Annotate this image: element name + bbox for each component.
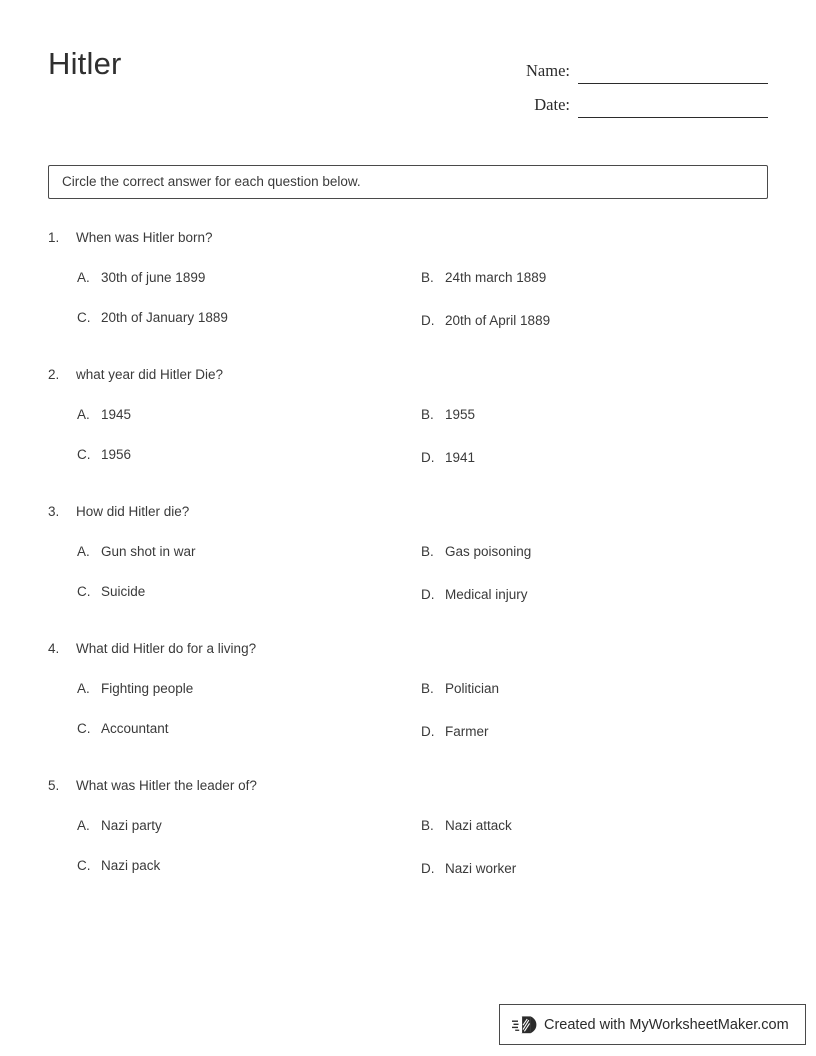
question-text: When was Hitler born? (76, 230, 213, 245)
option-label: Nazi attack (445, 818, 512, 833)
instruction-text: Circle the correct answer for each question below. (62, 174, 361, 189)
option-letter: C. (77, 447, 91, 462)
option-label: 1941 (445, 450, 476, 465)
option-a[interactable] (77, 407, 131, 422)
date-field-label: Date: (534, 95, 570, 114)
option-d[interactable] (421, 587, 528, 602)
option-label: 20th of January 1889 (101, 310, 228, 325)
date-field-row (500, 84, 768, 118)
name-field-label: Name: (526, 61, 570, 80)
option-letter: C. (77, 721, 91, 736)
option-label: 1956 (101, 447, 132, 462)
option-letter: A. (77, 407, 90, 422)
option-a[interactable] (77, 270, 205, 285)
option-b[interactable] (421, 544, 531, 559)
worksheet-header (48, 44, 768, 120)
option-letter: D. (421, 313, 435, 328)
option-letter: D. (421, 587, 435, 602)
option-letter: B. (421, 681, 434, 696)
option-letter: C. (77, 584, 91, 599)
option-group (48, 270, 768, 360)
option-group (48, 818, 768, 908)
question-block (48, 367, 768, 504)
question-block (48, 504, 768, 641)
question-text: How did Hitler die? (76, 504, 190, 519)
question-heading (48, 778, 768, 800)
option-d[interactable] (421, 450, 475, 465)
option-letter: C. (77, 310, 91, 325)
date-field-line[interactable] (578, 95, 768, 118)
option-a[interactable] (77, 544, 196, 559)
option-letter: A. (77, 818, 90, 833)
option-b[interactable] (421, 270, 546, 285)
option-group (48, 681, 768, 771)
option-label: Farmer (445, 724, 489, 739)
option-label: 1955 (445, 407, 476, 422)
option-label: 20th of April 1889 (445, 313, 551, 328)
option-d[interactable] (421, 861, 516, 876)
question-heading (48, 641, 768, 663)
option-letter: C. (77, 858, 91, 873)
option-letter: A. (77, 681, 90, 696)
question-text: What did Hitler do for a living? (76, 641, 257, 656)
name-date-block (500, 50, 768, 118)
worksheet-maker-badge[interactable] (499, 1004, 806, 1045)
option-c[interactable] (77, 447, 131, 462)
option-label: Medical injury (445, 587, 528, 602)
worksheet-maker-logo-icon (512, 1013, 538, 1037)
option-d[interactable] (421, 724, 489, 739)
option-group (48, 544, 768, 634)
question-number: 2. (48, 367, 60, 382)
page-title: Hitler (48, 46, 122, 81)
question-block (48, 641, 768, 778)
option-label: Suicide (101, 584, 146, 599)
option-label: 30th of june 1899 (101, 270, 206, 285)
option-label: Nazi pack (101, 858, 161, 873)
option-c[interactable] (77, 310, 228, 325)
option-letter: B. (421, 407, 434, 422)
option-label: Politician (445, 681, 500, 696)
question-block (48, 230, 768, 367)
question-heading (48, 504, 768, 526)
worksheet-maker-badge-text: Created with MyWorksheetMaker.com (544, 1016, 789, 1033)
option-letter: D. (421, 861, 435, 876)
option-b[interactable] (421, 407, 475, 422)
option-label: Accountant (101, 721, 169, 736)
option-d[interactable] (421, 313, 550, 328)
question-text: what year did Hitler Die? (76, 367, 224, 382)
option-letter: D. (421, 450, 435, 465)
question-heading (48, 230, 768, 252)
option-c[interactable] (77, 858, 160, 873)
question-number: 3. (48, 504, 60, 519)
question-number: 5. (48, 778, 60, 793)
option-label: Fighting people (101, 681, 194, 696)
option-c[interactable] (77, 721, 169, 736)
question-text: What was Hitler the leader of? (76, 778, 257, 793)
option-label: 1945 (101, 407, 132, 422)
question-list (48, 230, 768, 915)
question-number: 1. (48, 230, 60, 245)
option-letter: B. (421, 818, 434, 833)
instruction-box (48, 165, 768, 199)
question-block (48, 778, 768, 915)
option-label: Nazi worker (445, 861, 517, 876)
question-heading (48, 367, 768, 389)
option-label: 24th march 1889 (445, 270, 547, 285)
option-label: Nazi party (101, 818, 162, 833)
option-label: Gun shot in war (101, 544, 196, 559)
question-number: 4. (48, 641, 60, 656)
name-field-line[interactable] (578, 61, 768, 84)
option-letter: A. (77, 270, 90, 285)
option-b[interactable] (421, 681, 499, 696)
option-label: Gas poisoning (445, 544, 532, 559)
option-letter: A. (77, 544, 90, 559)
option-letter: B. (421, 544, 434, 559)
option-letter: B. (421, 270, 434, 285)
option-a[interactable] (77, 681, 193, 696)
name-field-row (500, 50, 768, 84)
option-group (48, 407, 768, 497)
option-letter: D. (421, 724, 435, 739)
option-a[interactable] (77, 818, 162, 833)
option-b[interactable] (421, 818, 512, 833)
option-c[interactable] (77, 584, 145, 599)
